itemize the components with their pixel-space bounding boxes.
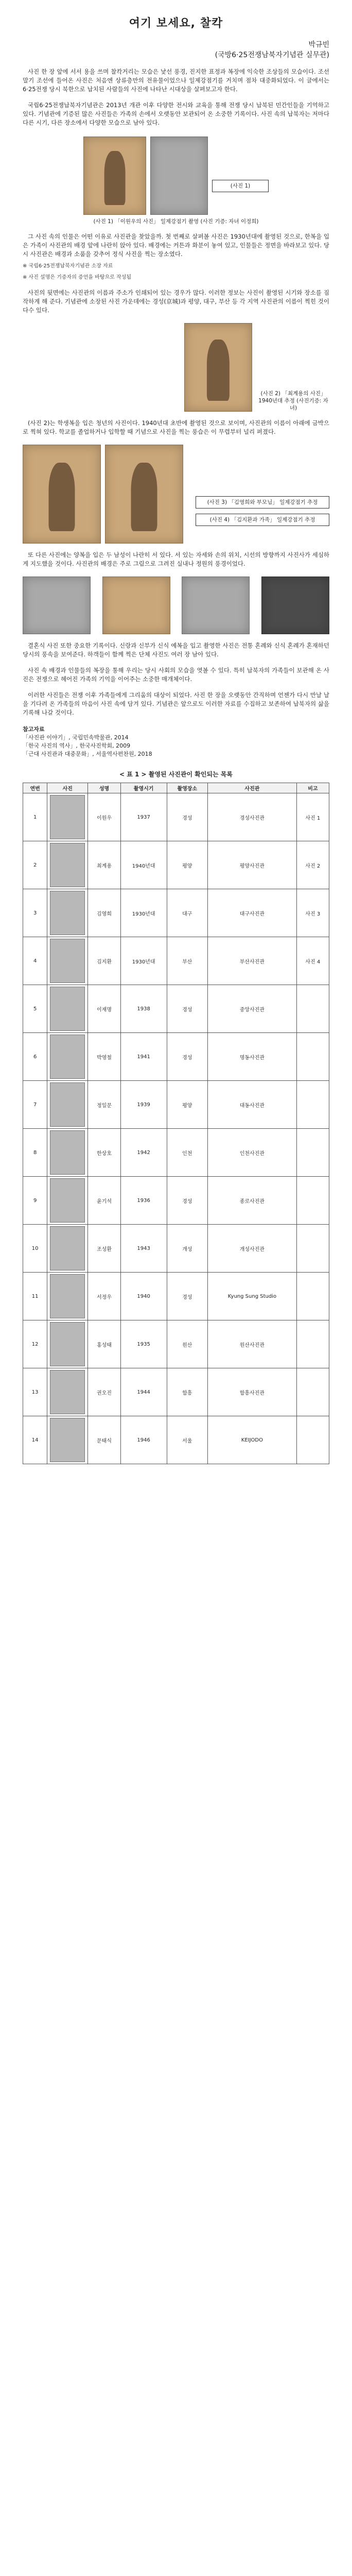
table-row: [23, 793, 329, 841]
author-affiliation: (국방6·25전쟁남북자기념관 실무관): [215, 51, 329, 59]
cell-photo: [47, 937, 88, 985]
col-name: 성명: [88, 783, 120, 793]
cell-photo: [47, 1129, 88, 1177]
cell-studio: Kyung Sung Studio: [208, 1273, 297, 1320]
cell-photo: [47, 793, 88, 841]
cell-date: 1946: [120, 1416, 167, 1464]
photo-2: [184, 323, 252, 412]
cell-note: [296, 985, 329, 1033]
studio-table-section: [23, 770, 329, 1464]
photo-3: [23, 445, 101, 544]
cell-studio: 종로사진관: [208, 1177, 297, 1225]
col-photo: 사진: [47, 783, 88, 793]
cell-no: 3: [23, 889, 47, 937]
cell-photo: [47, 1033, 88, 1081]
cell-studio: 대구사진관: [208, 889, 297, 937]
cell-place: 경성: [167, 1273, 208, 1320]
cell-date: 1944: [120, 1368, 167, 1416]
figure-2: [23, 323, 329, 412]
cell-date: 1936: [120, 1177, 167, 1225]
cell-studio: 개성사진관: [208, 1225, 297, 1273]
table-row: [23, 1368, 329, 1416]
cell-studio: 경성사진관: [208, 793, 297, 841]
cell-place: 경성: [167, 1177, 208, 1225]
table-header-row: [23, 783, 329, 793]
cell-photo: [47, 1081, 88, 1129]
cell-note: [296, 1081, 329, 1129]
table-row: [23, 937, 329, 985]
cell-place: 평양: [167, 1081, 208, 1129]
photo-1-back: [150, 137, 208, 215]
references-heading: 참고자료: [23, 726, 45, 733]
figure-2-caption: (사진 2) 「최계용의 사진」 1940년대 추정 (사진기증: 자녀): [258, 391, 328, 411]
author-block: [23, 40, 329, 60]
table-row: [23, 1273, 329, 1320]
cell-photo: [47, 841, 88, 889]
cell-photo: [47, 1368, 88, 1416]
cell-no: 4: [23, 937, 47, 985]
cell-name: 이원우: [88, 793, 120, 841]
cell-place: 경성: [167, 793, 208, 841]
photo-strip: [23, 577, 329, 634]
cell-studio: 중앙사진관: [208, 985, 297, 1033]
cell-no: 9: [23, 1177, 47, 1225]
cell-name: 김지환: [88, 937, 120, 985]
cell-photo: [47, 1416, 88, 1464]
cell-date: 1938: [120, 985, 167, 1033]
table-row: [23, 1081, 329, 1129]
figure-3-caption: (사진 3) 「김영희와 부모님」 일제강점기 추정: [196, 496, 329, 509]
cell-date: 1930년대: [120, 889, 167, 937]
cell-name: 조성환: [88, 1225, 120, 1273]
cell-studio: 원산사진관: [208, 1320, 297, 1368]
cell-photo: [47, 1225, 88, 1273]
table-row: [23, 1320, 329, 1368]
cell-name: 김영희: [88, 889, 120, 937]
note-2: ※ 사진 설명은 기증자의 증언을 바탕으로 작성됨: [23, 275, 131, 280]
paragraph-5: (사진 2)는 학생복을 입은 청년의 사진이다. 1940년대 초반에 촬영된 것으로 보이며, 사진관의 이름이 아래에 금박으로 찍혀 있다. 학교를 졸업하거나 입학할 때 기념으로 사진을 찍는 풍습은 이 무렵부터 널리 퍼졌다.: [23, 419, 329, 435]
paragraph-1: 사진 한 장 앞에 서서 용을 쓰며 찰칵거리는 모습은 낯선 풍경, 진지한 표정과 복장에 익숙한 조상들의 모습이다. 조선 말기 조선에 들어온 사진은 처음엔 상류층만의 전유물이었으나 일제강점기를 거치며 점차 대중화되었다. 이 글에서는 6·25전쟁 당시 북한으로 납치된 사람들의 사진에 나타난 시대상을 살펴보고자 한다.: [23, 68, 329, 93]
table-title: < 표 1 > 촬영된 사진관이 확인되는 목록: [119, 771, 233, 778]
photo-1-front: [83, 137, 146, 215]
cell-date: 1930년대: [120, 937, 167, 985]
strip-photo-4: [261, 577, 329, 634]
reference-item: 「한국 사진의 역사」, 한국사진학회, 2009: [23, 742, 131, 749]
cell-photo: [47, 1177, 88, 1225]
col-studio: 사진관: [208, 783, 297, 793]
cell-name: 문태식: [88, 1416, 120, 1464]
paragraph-9: 이러한 사진들은 전쟁 이후 가족들에게 그리움의 대상이 되었다. 사진 한 장을 오랫동안 간직하며 언젠가 다시 만날 날을 기다려 온 가족들의 마음이 사진 속에 담겨 있다. 기념관은 앞으로도 이러한 자료를 수집하고 보존하여 납북자의 삶을 기록해 나갈 것이다.: [23, 691, 329, 716]
cell-no: 11: [23, 1273, 47, 1320]
cell-date: 1939: [120, 1081, 167, 1129]
cell-no: 13: [23, 1368, 47, 1416]
col-place: 촬영장소: [167, 783, 208, 793]
figure-1: [23, 137, 329, 225]
reference-item: 「근대 사진관과 대중문화」, 서울역사편찬원, 2018: [23, 751, 152, 757]
cell-no: 14: [23, 1416, 47, 1464]
cell-no: 1: [23, 793, 47, 841]
reference-item: 「사진관 이야기」, 국립민속박물관, 2014: [23, 734, 129, 741]
cell-name: 정일문: [88, 1081, 120, 1129]
cell-name: 권오진: [88, 1368, 120, 1416]
cell-no: 8: [23, 1129, 47, 1177]
table-row: [23, 889, 329, 937]
cell-studio: 함흥사진관: [208, 1368, 297, 1416]
cell-place: 서울: [167, 1416, 208, 1464]
references: [23, 725, 329, 758]
cell-note: [296, 1225, 329, 1273]
cell-date: 1942: [120, 1129, 167, 1177]
note-1: ※ 국립6·25전쟁납북자기념관 소장 자료: [23, 263, 113, 269]
cell-date: 1940년대: [120, 841, 167, 889]
cell-studio: 평양사진관: [208, 841, 297, 889]
cell-note: [296, 1033, 329, 1081]
table-row: [23, 1177, 329, 1225]
figure-3-4: [23, 445, 329, 544]
cell-photo: [47, 1320, 88, 1368]
cell-date: 1941: [120, 1033, 167, 1081]
table-row: [23, 1416, 329, 1464]
paragraph-6: 또 다른 사진에는 양복을 입은 두 남성이 나란히 서 있다. 서 있는 자세와 손의 위치, 시선의 방향까지 사진사가 세심하게 지도했을 것이다. 사진관의 배경은 주로 그림으로 그려진 실내나 정원의 풍경이었다.: [23, 551, 329, 567]
col-date: 촬영시기: [120, 783, 167, 793]
paragraph-4: 사진의 뒷면에는 사진관의 이름과 주소가 인쇄되어 있는 경우가 많다. 이러한 정보는 사진이 촬영된 시기와 장소를 짐작하게 해 준다. 기념관에 소장된 사진 가운데에는 경성(京城)과 평양, 대구, 부산 등 각 지역 사진관의 이름이 찍힌 것이 다수 있다.: [23, 289, 329, 314]
studio-table: [23, 783, 329, 1464]
cell-no: 6: [23, 1033, 47, 1081]
cell-no: 10: [23, 1225, 47, 1273]
cell-note: 사진 4: [296, 937, 329, 985]
cell-note: 사진 1: [296, 793, 329, 841]
cell-no: 2: [23, 841, 47, 889]
table-row: [23, 1129, 329, 1177]
cell-place: 경성: [167, 1033, 208, 1081]
cell-no: 5: [23, 985, 47, 1033]
figure-1-label: (사진 1): [212, 180, 269, 192]
cell-date: 1935: [120, 1320, 167, 1368]
cell-note: [296, 1368, 329, 1416]
cell-name: 한상호: [88, 1129, 120, 1177]
cell-name: 이재명: [88, 985, 120, 1033]
table-row: [23, 841, 329, 889]
table-row: [23, 1225, 329, 1273]
cell-name: 홍성태: [88, 1320, 120, 1368]
cell-name: 서정우: [88, 1273, 120, 1320]
cell-place: 부산: [167, 937, 208, 985]
cell-studio: 인천사진관: [208, 1129, 297, 1177]
cell-no: 7: [23, 1081, 47, 1129]
cell-note: [296, 1273, 329, 1320]
cell-studio: 부산사진관: [208, 937, 297, 985]
cell-photo: [47, 1273, 88, 1320]
paragraph-8: 사진 속 배경과 인물들의 복장을 통해 우리는 당시 사회의 모습을 엿볼 수 있다. 특히 납북자의 가족들이 보관해 온 사진은 전쟁으로 헤어진 가족의 기억을 이어주는 소중한 매개체이다.: [23, 667, 329, 683]
cell-place: 인천: [167, 1129, 208, 1177]
cell-name: 윤기석: [88, 1177, 120, 1225]
cell-place: 함흥: [167, 1368, 208, 1416]
figure-4-caption: (사진 4) 「김지환과 가족」 일제강점기 추정: [196, 514, 329, 526]
cell-place: 대구: [167, 889, 208, 937]
paragraph-2: 국립6·25전쟁납북자기념관은 2013년 개관 이후 다양한 전시와 교육을 통해 전쟁 당시 납북된 민간인들을 기억하고 있다. 기념관에 기증된 많은 사진들은 가족의 손에서 오랫동안 보관되어 온 소중한 기록이다. 사진 속의 납북자는 저마다 다른 시기, 다른 장소에서 다양한 모습으로 남아 있다.: [23, 101, 329, 126]
cell-studio: 대동사진관: [208, 1081, 297, 1129]
cell-place: 경성: [167, 985, 208, 1033]
cell-name: 박영철: [88, 1033, 120, 1081]
cell-note: [296, 1177, 329, 1225]
document-title: 여기 보세요, 찰칵: [129, 17, 223, 30]
cell-studio: 명동사진관: [208, 1033, 297, 1081]
cell-place: 개성: [167, 1225, 208, 1273]
table-row: [23, 985, 329, 1033]
cell-note: 사진 3: [296, 889, 329, 937]
cell-note: [296, 1320, 329, 1368]
cell-date: 1940: [120, 1273, 167, 1320]
cell-no: 12: [23, 1320, 47, 1368]
paragraph-7: 결혼식 사진 또한 중요한 기록이다. 신랑과 신부가 신식 예복을 입고 촬영한 사진은 전통 혼례와 신식 혼례가 혼재하던 당시의 풍속을 보여준다. 하객들이 함께 찍은 단체 사진도 여러 장 남아 있다.: [23, 642, 329, 658]
col-no: 연번: [23, 783, 47, 793]
cell-place: 평양: [167, 841, 208, 889]
cell-photo: [47, 985, 88, 1033]
col-note: 비고: [296, 783, 329, 793]
cell-date: 1943: [120, 1225, 167, 1273]
figure-1-caption: (사진 1) 「이원우의 사진」 일제강점기 촬영 (사진 기증: 자녀 이정희): [93, 218, 259, 225]
strip-photo-2: [102, 577, 170, 634]
table-row: [23, 1033, 329, 1081]
photo-4: [105, 445, 183, 544]
cell-studio: KEIJODO: [208, 1416, 297, 1464]
cell-note: [296, 1416, 329, 1464]
cell-note: [296, 1129, 329, 1177]
cell-date: 1937: [120, 793, 167, 841]
cell-place: 원산: [167, 1320, 208, 1368]
author-name: 박규빈: [308, 41, 329, 49]
paragraph-3: 그 사진 속의 인물은 어떤 이유로 사진관을 찾았을까. 첫 번째로 살펴볼 사진은 1930년대에 촬영된 것으로, 한복을 입은 가족이 사진관의 배경 앞에 나란히 앉아 있다. 배경에는 커튼과 화분이 놓여 있고, 인물들은 정면을 바라보고 있다. 당시 사진관은 배경과 소품을 갖추어 정식 사진을 찍는 장소였다.: [23, 233, 329, 258]
cell-name: 최계용: [88, 841, 120, 889]
cell-note: 사진 2: [296, 841, 329, 889]
strip-photo-1: [23, 577, 91, 634]
strip-photo-3: [182, 577, 250, 634]
cell-photo: [47, 889, 88, 937]
